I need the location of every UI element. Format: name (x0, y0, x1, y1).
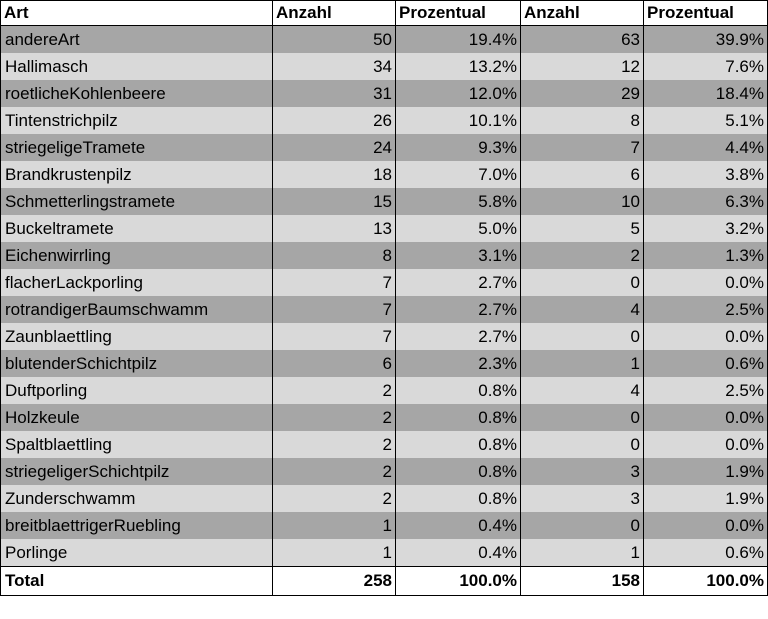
cell-art: Tintenstrichpilz (1, 107, 273, 134)
table-row (1, 269, 768, 296)
cell-prozentual-1: 9.3% (396, 134, 521, 161)
cell-anzahl-2: 12 (521, 53, 644, 80)
cell-prozentual-2: 0.0% (644, 431, 768, 458)
cell-art: Zaunblaettling (1, 323, 273, 350)
cell-prozentual-2: 3.2% (644, 215, 768, 242)
cell-art: breitblaettrigerRuebling (1, 512, 273, 539)
cell-prozentual-2: 7.6% (644, 53, 768, 80)
cell-prozentual-2: 1.9% (644, 485, 768, 512)
cell-prozentual-1: 5.0% (396, 215, 521, 242)
cell-prozentual-2: 0.0% (644, 404, 768, 431)
cell-anzahl-1: 26 (273, 107, 396, 134)
table-row (1, 323, 768, 350)
cell-prozentual-2: 0.6% (644, 539, 768, 567)
cell-prozentual-2: 4.4% (644, 134, 768, 161)
cell-anzahl-2: 29 (521, 80, 644, 107)
cell-prozentual-1: 2.3% (396, 350, 521, 377)
cell-art: blutenderSchichtpilz (1, 350, 273, 377)
cell-prozentual-1: 10.1% (396, 107, 521, 134)
cell-prozentual-1: 7.0% (396, 161, 521, 188)
cell-prozentual-1: 5.8% (396, 188, 521, 215)
cell-anzahl-2: 0 (521, 323, 644, 350)
table-body (1, 26, 768, 567)
cell-anzahl-1: 34 (273, 53, 396, 80)
cell-prozentual-2: 1.3% (644, 242, 768, 269)
cell-art: Duftporling (1, 377, 273, 404)
header-prozentual-1: Prozentual (396, 1, 521, 26)
cell-anzahl-1: 1 (273, 512, 396, 539)
cell-anzahl-2: 3 (521, 485, 644, 512)
cell-anzahl-1: 6 (273, 350, 396, 377)
cell-anzahl-1: 7 (273, 296, 396, 323)
cell-anzahl-1: 2 (273, 458, 396, 485)
cell-anzahl-2: 8 (521, 107, 644, 134)
cell-art: Eichenwirrling (1, 242, 273, 269)
cell-anzahl-1: 2 (273, 377, 396, 404)
cell-anzahl-2: 5 (521, 215, 644, 242)
cell-art: roetlicheKohlenbeere (1, 80, 273, 107)
cell-prozentual-2: 0.0% (644, 269, 768, 296)
total-anzahl-2: 158 (521, 567, 644, 596)
cell-art: Schmetterlingstramete (1, 188, 273, 215)
cell-art: Brandkrustenpilz (1, 161, 273, 188)
cell-art: Holzkeule (1, 404, 273, 431)
cell-anzahl-2: 0 (521, 269, 644, 296)
cell-prozentual-1: 0.8% (396, 404, 521, 431)
cell-prozentual-1: 0.4% (396, 512, 521, 539)
cell-anzahl-2: 0 (521, 431, 644, 458)
cell-anzahl-2: 7 (521, 134, 644, 161)
cell-prozentual-1: 12.0% (396, 80, 521, 107)
cell-anzahl-2: 4 (521, 377, 644, 404)
cell-anzahl-1: 15 (273, 188, 396, 215)
table-row (1, 539, 768, 567)
cell-anzahl-2: 4 (521, 296, 644, 323)
cell-prozentual-2: 18.4% (644, 80, 768, 107)
cell-art: Zunderschwamm (1, 485, 273, 512)
header-art: Art (1, 1, 273, 26)
table-row (1, 350, 768, 377)
cell-anzahl-2: 1 (521, 539, 644, 567)
cell-anzahl-1: 13 (273, 215, 396, 242)
table-row (1, 377, 768, 404)
total-label: Total (1, 567, 273, 596)
total-prozentual-2: 100.0% (644, 567, 768, 596)
cell-art: Porlinge (1, 539, 273, 567)
table-row (1, 431, 768, 458)
table-row (1, 215, 768, 242)
total-row (1, 567, 768, 596)
cell-anzahl-1: 8 (273, 242, 396, 269)
cell-prozentual-2: 5.1% (644, 107, 768, 134)
table-row (1, 53, 768, 80)
cell-anzahl-2: 10 (521, 188, 644, 215)
cell-art: flacherLackporling (1, 269, 273, 296)
table-row (1, 458, 768, 485)
cell-prozentual-1: 3.1% (396, 242, 521, 269)
cell-anzahl-1: 7 (273, 269, 396, 296)
cell-anzahl-2: 0 (521, 404, 644, 431)
cell-anzahl-1: 1 (273, 539, 396, 567)
table-row (1, 404, 768, 431)
cell-anzahl-1: 2 (273, 431, 396, 458)
cell-prozentual-1: 2.7% (396, 323, 521, 350)
cell-prozentual-2: 2.5% (644, 377, 768, 404)
table-row (1, 512, 768, 539)
cell-prozentual-1: 0.8% (396, 377, 521, 404)
table-row (1, 296, 768, 323)
cell-anzahl-1: 7 (273, 323, 396, 350)
total-anzahl-1: 258 (273, 567, 396, 596)
cell-prozentual-2: 0.0% (644, 512, 768, 539)
cell-prozentual-1: 0.8% (396, 485, 521, 512)
cell-prozentual-2: 2.5% (644, 296, 768, 323)
cell-anzahl-1: 2 (273, 485, 396, 512)
cell-anzahl-2: 63 (521, 26, 644, 54)
cell-prozentual-2: 0.6% (644, 350, 768, 377)
total-prozentual-1: 100.0% (396, 567, 521, 596)
table-row (1, 242, 768, 269)
header-prozentual-2: Prozentual (644, 1, 768, 26)
cell-anzahl-1: 2 (273, 404, 396, 431)
table-row (1, 188, 768, 215)
header-anzahl-1: Anzahl (273, 1, 396, 26)
cell-art: striegeligerSchichtpilz (1, 458, 273, 485)
cell-art: rotrandigerBaumschwamm (1, 296, 273, 323)
table-row (1, 107, 768, 134)
cell-prozentual-1: 19.4% (396, 26, 521, 54)
header-anzahl-2: Anzahl (521, 1, 644, 26)
cell-art: Buckeltramete (1, 215, 273, 242)
table-row (1, 134, 768, 161)
cell-art: Hallimasch (1, 53, 273, 80)
cell-anzahl-1: 31 (273, 80, 396, 107)
table-row (1, 26, 768, 54)
cell-prozentual-1: 0.8% (396, 431, 521, 458)
cell-prozentual-2: 1.9% (644, 458, 768, 485)
cell-anzahl-1: 24 (273, 134, 396, 161)
cell-art: striegeligeTramete (1, 134, 273, 161)
table-row (1, 80, 768, 107)
cell-anzahl-2: 2 (521, 242, 644, 269)
cell-anzahl-2: 6 (521, 161, 644, 188)
cell-art: Spaltblaettling (1, 431, 273, 458)
table-row (1, 161, 768, 188)
cell-prozentual-2: 39.9% (644, 26, 768, 54)
cell-anzahl-2: 0 (521, 512, 644, 539)
cell-prozentual-2: 3.8% (644, 161, 768, 188)
cell-prozentual-1: 13.2% (396, 53, 521, 80)
cell-anzahl-1: 50 (273, 26, 396, 54)
header-row (1, 1, 768, 26)
cell-anzahl-1: 18 (273, 161, 396, 188)
cell-anzahl-2: 1 (521, 350, 644, 377)
cell-prozentual-1: 2.7% (396, 296, 521, 323)
cell-prozentual-1: 0.4% (396, 539, 521, 567)
cell-prozentual-2: 6.3% (644, 188, 768, 215)
cell-prozentual-1: 2.7% (396, 269, 521, 296)
table-row (1, 485, 768, 512)
cell-prozentual-1: 0.8% (396, 458, 521, 485)
cell-art: andereArt (1, 26, 273, 54)
cell-prozentual-2: 0.0% (644, 323, 768, 350)
cell-anzahl-2: 3 (521, 458, 644, 485)
